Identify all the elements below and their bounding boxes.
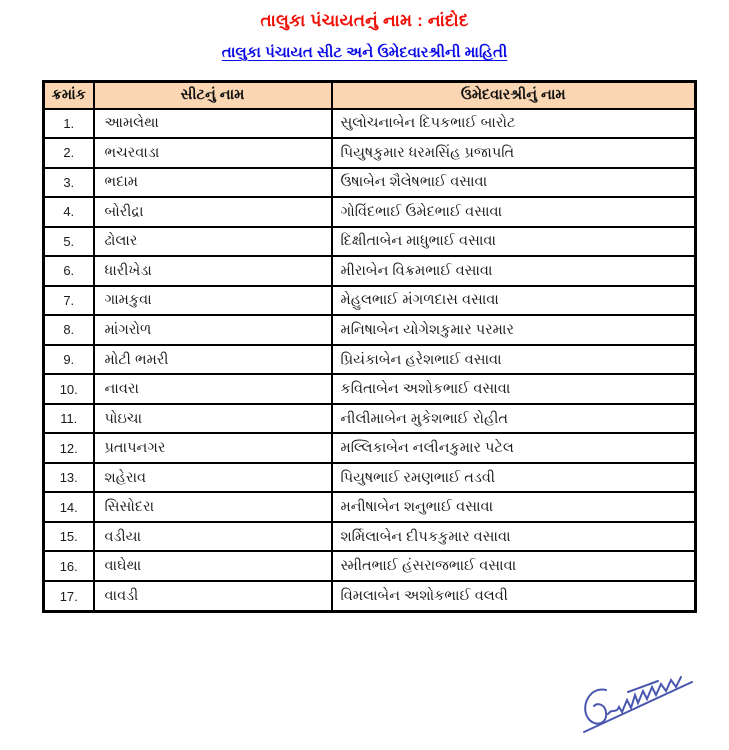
candidate-name-cell: ગોવિંદભાઈ ઉમેદભાઈ વસાવા <box>332 197 696 227</box>
serial-cell: 3. <box>44 168 94 198</box>
serial-cell: 4. <box>44 197 94 227</box>
table-row <box>44 315 696 345</box>
candidate-name-cell: ઉષાબેન શૈલેષભાઈ વસાવા <box>332 168 696 198</box>
table-row <box>44 374 696 404</box>
serial-cell: 5. <box>44 227 94 257</box>
serial-cell: 10. <box>44 374 94 404</box>
serial-cell: 12. <box>44 433 94 463</box>
candidate-name-cell: પિયુષભાઈ રમણભાઈ તડવી <box>332 463 696 493</box>
serial-cell: 14. <box>44 492 94 522</box>
table-row <box>44 286 696 316</box>
serial-cell: 16. <box>44 551 94 581</box>
seat-name-cell: પોઇચા <box>94 404 332 434</box>
serial-cell: 13. <box>44 463 94 493</box>
candidate-name-cell: પિયુષકુમાર ધરમસિંહ પ્રજાપતિ <box>332 138 696 168</box>
candidate-name-cell: મનિષાબેન યોગેશકુમાર પરમાર <box>332 315 696 345</box>
page-subtitle: તાલુકા પંચાયત સીટ અને ઉમેદવારશ્રીની માહિતી <box>221 44 508 61</box>
seat-name-cell: માંગરોળ <box>94 315 332 345</box>
serial-cell: 6. <box>44 256 94 286</box>
serial-cell: 1. <box>44 109 94 139</box>
table-row <box>44 581 696 612</box>
table-row <box>44 433 696 463</box>
table-row <box>44 109 696 139</box>
signature-scribble <box>572 662 708 742</box>
serial-cell: 15. <box>44 522 94 552</box>
candidate-name-cell: વિમલાબેન અશોકભાઈ વલવી <box>332 581 696 612</box>
candidate-name-cell: નીલીમાબેન મુકેશભાઈ રોહીત <box>332 404 696 434</box>
candidate-name-cell: મીરાબેન વિક્રમભાઈ વસાવા <box>332 256 696 286</box>
candidate-name-cell: સ્મીતભાઈ હંસરાજભાઈ વસાવા <box>332 551 696 581</box>
seat-name-cell: ધારીખેડા <box>94 256 332 286</box>
serial-cell: 11. <box>44 404 94 434</box>
col-header-candidate-name: ઉમેદવારશ્રીનું નામ <box>332 82 696 109</box>
candidate-name-cell: મેહુલભાઈ મંગળદાસ વસાવા <box>332 286 696 316</box>
seat-name-cell: વાઘેથા <box>94 551 332 581</box>
table-row <box>44 168 696 198</box>
table-row <box>44 522 696 552</box>
seat-name-cell: બોરીદ્રા <box>94 197 332 227</box>
seat-name-cell: ઢોલાર <box>94 227 332 257</box>
serial-cell: 2. <box>44 138 94 168</box>
serial-cell: 8. <box>44 315 94 345</box>
table-row <box>44 227 696 257</box>
seat-name-cell: આમલેથા <box>94 109 332 139</box>
serial-cell: 7. <box>44 286 94 316</box>
seat-name-cell: ભદામ <box>94 168 332 198</box>
candidate-name-cell: સુલોચનાબેન દિપકભાઈ બારોટ <box>332 109 696 139</box>
serial-cell: 9. <box>44 345 94 375</box>
serial-cell: 17. <box>44 581 94 612</box>
table-row <box>44 256 696 286</box>
candidate-name-cell: દિક્ષીતાબેન માધુભાઈ વસાવા <box>332 227 696 257</box>
page-title: તાલુકા પંચાયતનું નામ : નાંદોદ <box>260 11 469 30</box>
seat-name-cell: પ્રતાપનગર <box>94 433 332 463</box>
candidate-name-cell: મનીષાબેન શનુભાઈ વસાવા <box>332 492 696 522</box>
table-row <box>44 492 696 522</box>
seat-name-cell: શહેરાવ <box>94 463 332 493</box>
seat-name-cell: મોટી ભમરી <box>94 345 332 375</box>
seat-name-cell: ગામકુવા <box>94 286 332 316</box>
table-header-row <box>44 82 696 109</box>
seat-name-cell: નાવરા <box>94 374 332 404</box>
candidate-name-cell: શર્મિલાબેન દીપકકુમાર વસાવા <box>332 522 696 552</box>
candidates-table <box>42 80 697 613</box>
table-row <box>44 345 696 375</box>
table-row <box>44 551 696 581</box>
candidate-name-cell: પ્રિયંકાબેન હરેશભાઈ વસાવા <box>332 345 696 375</box>
candidate-name-cell: મલ્લિકાબેન નલીનકુમાર પટેલ <box>332 433 696 463</box>
table-row <box>44 404 696 434</box>
seat-name-cell: સિસોદરા <box>94 492 332 522</box>
table-body <box>44 109 696 612</box>
seat-name-cell: ભચરવાડા <box>94 138 332 168</box>
table-row <box>44 138 696 168</box>
table-row <box>44 197 696 227</box>
seat-name-cell: વાવડી <box>94 581 332 612</box>
candidate-name-cell: કવિતાબેન અશોકભાઈ વસાવા <box>332 374 696 404</box>
table-row <box>44 463 696 493</box>
seat-name-cell: વડીયા <box>94 522 332 552</box>
col-header-seat-name: સીટનું નામ <box>94 82 332 109</box>
col-header-serial: ક્રમાંક <box>44 82 94 109</box>
